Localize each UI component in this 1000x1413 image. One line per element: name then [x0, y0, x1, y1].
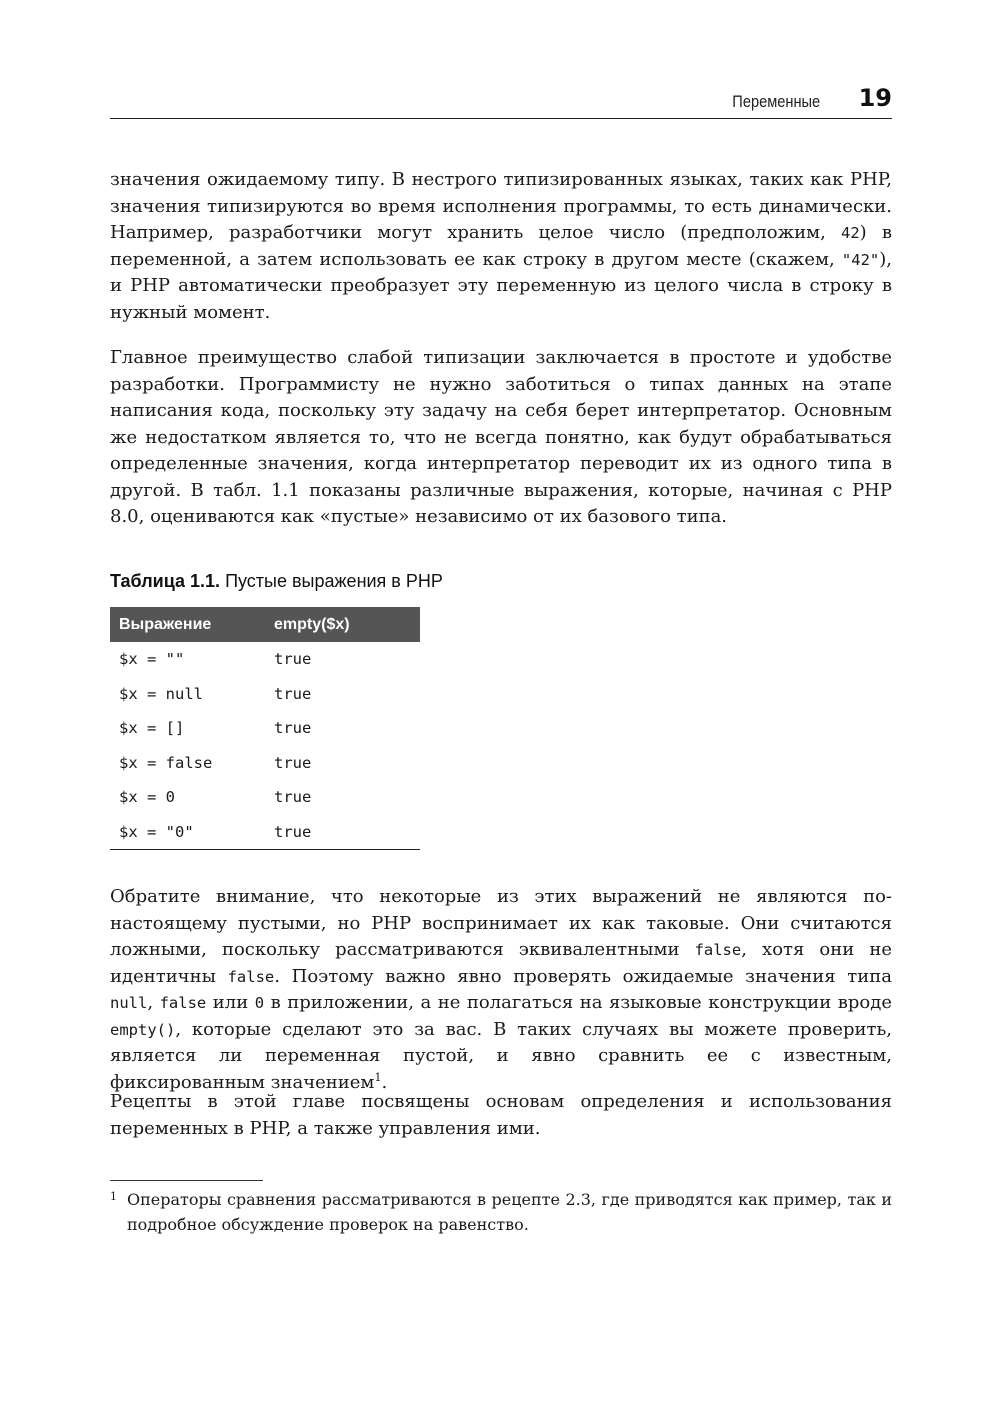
expression-cell: $x = "" — [119, 650, 185, 669]
table-row — [110, 746, 420, 781]
text-run: в приложении, а не полагаться на языковые конструкции вроде — [264, 992, 892, 1013]
inline-code: false — [159, 994, 207, 1012]
empty-expressions-table — [110, 607, 420, 850]
table-caption-number: Таблица 1.1. — [110, 571, 221, 591]
text-run: , — [147, 992, 160, 1013]
page-header — [110, 84, 892, 119]
inline-code: null — [110, 994, 148, 1012]
text-run: Обратите внимание, что некоторые из этих выражений не являются по-настоящему пустыми, но PHP воспринимает их как таковые. Они считаются ложными, поскольку рассматриваются эквивалентными — [110, 886, 892, 960]
table-header-row — [110, 607, 420, 642]
footnote-divider — [110, 1180, 263, 1181]
text-run: ), и PHP автоматически преобразует эту переменную из целого числа в строку в нужный момент. — [110, 248, 892, 323]
text-run: , хотя они не идентичны — [110, 939, 893, 987]
result-cell: true — [274, 684, 312, 703]
table-row — [110, 677, 420, 712]
text-run: значения ожидаемому типу. В нестрого типизированных языках, таких как PHP, значения типизируются во время исполнения программы, то есть динамически. Например, разработчики могут хранить целое число (предположим, — [110, 169, 892, 243]
table-row — [110, 780, 420, 815]
inline-code: 42 — [841, 224, 860, 242]
footnote-mark: 1 — [110, 1190, 117, 1203]
paragraph-2 — [110, 345, 892, 531]
paragraph-1 — [110, 167, 892, 326]
table-row — [110, 815, 420, 850]
column-header-empty: empty($x) — [274, 607, 420, 642]
inline-code: false — [227, 967, 275, 986]
text-run: Рецепты в этой главе посвящены основам определения и использования переменных в PHP, а также управления ими. — [110, 1091, 892, 1139]
result-cell: true — [274, 822, 312, 841]
text-run: ) в переменной, а затем использовать ее как строку в другом месте (скажем, — [110, 222, 892, 270]
expression-cell: $x = null — [119, 684, 203, 703]
text-run: или — [206, 992, 255, 1013]
inline-code: "42" — [841, 250, 880, 269]
table-caption-text: Пустые выражения в PHP — [220, 571, 443, 591]
expression-cell: $x = "0" — [119, 822, 194, 841]
inline-code: empty() — [110, 1020, 176, 1039]
text-run: Главное преимущество слабой типизации заключается в простоте и удобстве разработки. Программисту не нужно заботиться о типах данных на этапе написания кода, поскольку эту задачу на себя берет интерпретатор. Основным же недостатком является то, что не всегда понятно, как будут обрабатываться определенные значения, когда интерпретатор переводит их из одного типа в другой. В табл. 1.1 показаны различные выражения, которые, начиная с PHP 8.0, оцениваются как «пустые» независимо от их базового типа. — [110, 347, 892, 527]
table-row — [110, 711, 420, 746]
result-cell: true — [274, 719, 312, 738]
inline-code: false — [694, 941, 742, 959]
table-row — [110, 642, 420, 677]
paragraph-4 — [110, 1089, 892, 1142]
result-cell: true — [274, 650, 312, 669]
expression-cell: $x = 0 — [119, 788, 175, 807]
paragraph-3 — [110, 884, 892, 1096]
result-cell: true — [274, 788, 312, 807]
running-title: Переменные — [732, 92, 820, 111]
expression-cell: $x = false — [119, 753, 213, 772]
footnote-text: Операторы сравнения рассматриваются в рецепте 2.3, где приводятся как пример, так и подробное обсуждение проверок на равенство. — [127, 1190, 892, 1234]
footnote — [110, 1187, 892, 1237]
column-header-expression: Выражение — [110, 607, 274, 642]
result-cell: true — [274, 753, 312, 772]
expression-cell: $x = [] — [119, 719, 185, 738]
footnote-reference[interactable]: 1 — [374, 1070, 382, 1084]
text-run: , которые сделают это за вас. В таких случаях вы можете проверить, является ли переменная пустой, и явно сравнить ее с известным, фиксированным значением — [110, 1018, 892, 1093]
inline-code: 0 — [254, 994, 265, 1012]
table-caption — [110, 571, 443, 592]
text-run: . — [381, 1071, 388, 1093]
text-run: . Поэтому важно явно проверять ожидаемые значения типа — [274, 965, 892, 987]
page-number: 19 — [858, 84, 892, 112]
